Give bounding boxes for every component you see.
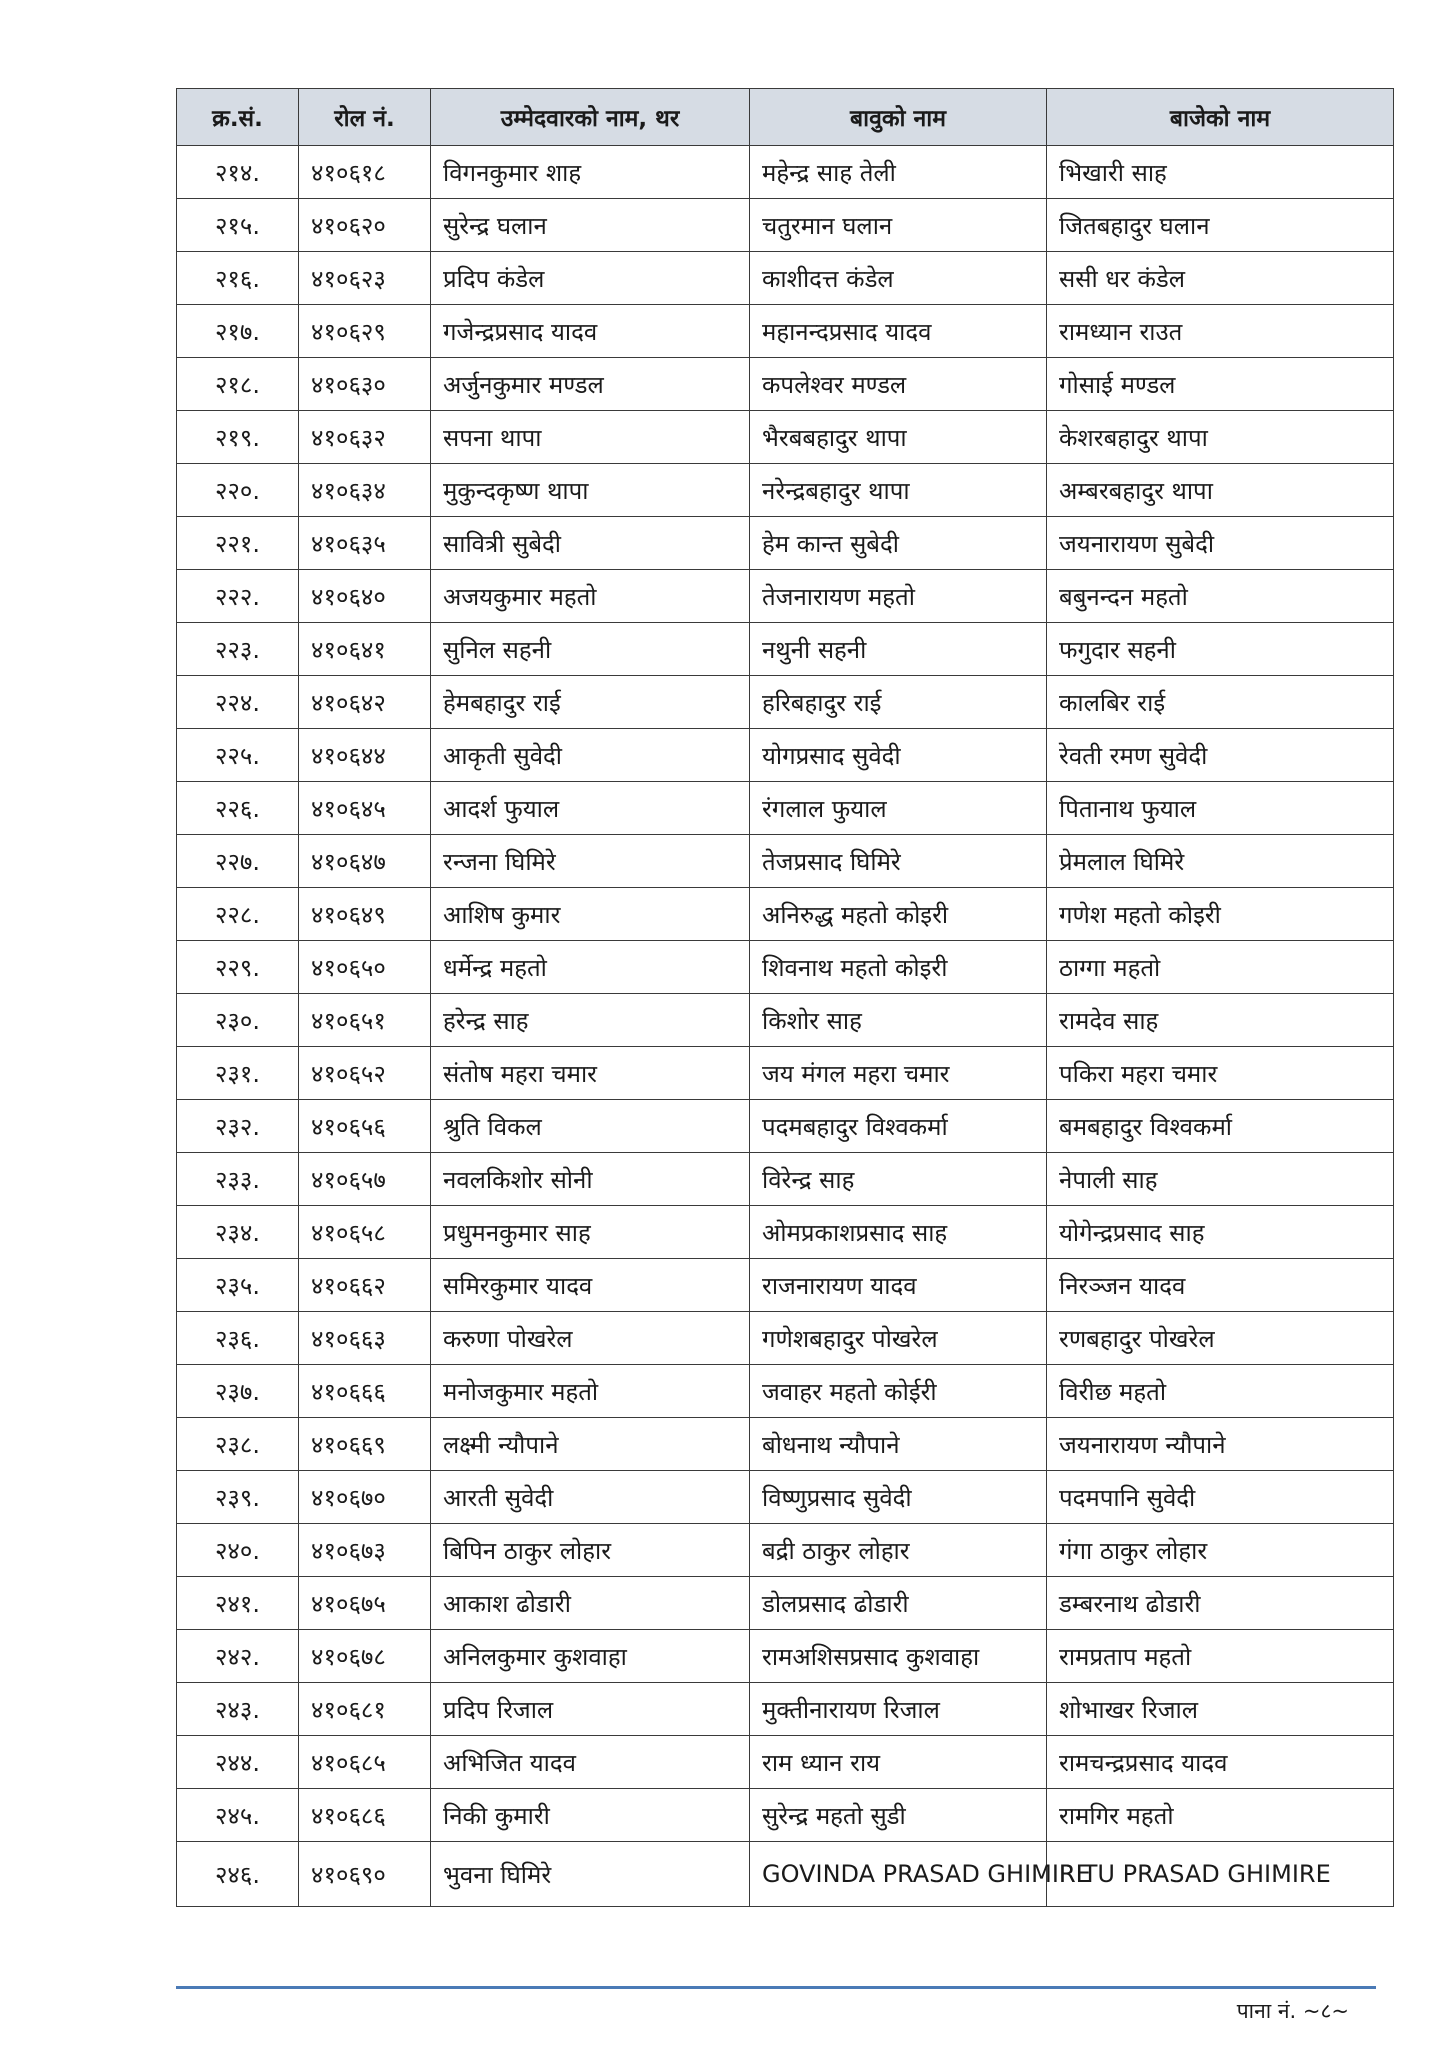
cell-candidate-name: प्रदिप कंडेल <box>431 252 750 305</box>
cell-grandfather-name: जितबहादुर घलान <box>1047 199 1394 252</box>
cell-grandfather-name: जयनारायण सुबेदी <box>1047 517 1394 570</box>
cell-candidate-name: लक्ष्मी न्यौपाने <box>431 1418 750 1471</box>
cell-father-name: योगप्रसाद सुवेदी <box>750 729 1047 782</box>
cell-grandfather-name: रामप्रताप महतो <box>1047 1630 1394 1683</box>
cell-serial-no: २३१. <box>177 1047 299 1100</box>
cell-grandfather-name: बमबहादुर विश्वकर्मा <box>1047 1100 1394 1153</box>
header-grandfather-name: बाजेको नाम <box>1047 89 1394 146</box>
cell-grandfather-name: गणेश महतो कोइरी <box>1047 888 1394 941</box>
cell-roll-no: ४१०६४५ <box>299 782 431 835</box>
cell-candidate-name: सुरेन्द्र घलान <box>431 199 750 252</box>
table-row <box>177 1630 1394 1683</box>
table-row <box>177 1577 1394 1630</box>
cell-candidate-name: नवलकिशोर सोनी <box>431 1153 750 1206</box>
cell-serial-no: २३०. <box>177 994 299 1047</box>
cell-father-name: सुरेन्द्र महतो सुडी <box>750 1789 1047 1842</box>
cell-candidate-name: हरेन्द्र साह <box>431 994 750 1047</box>
cell-father-name: महानन्दप्रसाद यादव <box>750 305 1047 358</box>
cell-grandfather-name: भिखारी साह <box>1047 146 1394 199</box>
table-row <box>177 623 1394 676</box>
cell-roll-no: ४१०६९० <box>299 1842 431 1907</box>
table-row <box>177 1153 1394 1206</box>
table-row <box>177 1259 1394 1312</box>
cell-roll-no: ४१०६५८ <box>299 1206 431 1259</box>
cell-serial-no: २३६. <box>177 1312 299 1365</box>
cell-serial-no: २२४. <box>177 676 299 729</box>
cell-serial-no: २३४. <box>177 1206 299 1259</box>
cell-father-name: पदमबहादुर विश्वकर्मा <box>750 1100 1047 1153</box>
cell-candidate-name: संतोष महरा चमार <box>431 1047 750 1100</box>
cell-roll-no: ४१०६७५ <box>299 1577 431 1630</box>
cell-grandfather-name: ठाग्गा महतो <box>1047 941 1394 994</box>
cell-serial-no: २४४. <box>177 1736 299 1789</box>
cell-roll-no: ४१०६४२ <box>299 676 431 729</box>
cell-father-name: राजनारायण यादव <box>750 1259 1047 1312</box>
cell-roll-no: ४१०६६३ <box>299 1312 431 1365</box>
cell-candidate-name: प्रदिप रिजाल <box>431 1683 750 1736</box>
table-row <box>177 1736 1394 1789</box>
cell-roll-no: ४१०६७३ <box>299 1524 431 1577</box>
cell-serial-no: २१४. <box>177 146 299 199</box>
cell-father-name: किशोर साह <box>750 994 1047 1047</box>
cell-father-name: नरेन्द्रबहादुर थापा <box>750 464 1047 517</box>
cell-candidate-name: आशिष कुमार <box>431 888 750 941</box>
cell-grandfather-name: योगेन्द्रप्रसाद साह <box>1047 1206 1394 1259</box>
cell-candidate-name: सुनिल सहनी <box>431 623 750 676</box>
cell-candidate-name: अभिजित यादव <box>431 1736 750 1789</box>
cell-roll-no: ४१०६३० <box>299 358 431 411</box>
table-row <box>177 1471 1394 1524</box>
cell-father-name: गणेशबहादुर पोखरेल <box>750 1312 1047 1365</box>
cell-grandfather-name: विरीछ महतो <box>1047 1365 1394 1418</box>
cell-grandfather-name: रामचन्द्रप्रसाद यादव <box>1047 1736 1394 1789</box>
cell-roll-no: ४१०६२० <box>299 199 431 252</box>
table-row <box>177 1524 1394 1577</box>
cell-father-name: काशीदत्त कंडेल <box>750 252 1047 305</box>
cell-roll-no: ४१०६४० <box>299 570 431 623</box>
cell-serial-no: २२०. <box>177 464 299 517</box>
cell-grandfather-name: फगुदार सहनी <box>1047 623 1394 676</box>
cell-roll-no: ४१०६५६ <box>299 1100 431 1153</box>
table-row <box>177 782 1394 835</box>
table-row <box>177 199 1394 252</box>
table-row <box>177 1206 1394 1259</box>
cell-grandfather-name: बबुनन्दन महतो <box>1047 570 1394 623</box>
cell-serial-no: २३२. <box>177 1100 299 1153</box>
cell-candidate-name: निकी कुमारी <box>431 1789 750 1842</box>
table-row <box>177 146 1394 199</box>
cell-serial-no: २२३. <box>177 623 299 676</box>
cell-roll-no: ४१०६५० <box>299 941 431 994</box>
table-row <box>177 1418 1394 1471</box>
cell-roll-no: ४१०६४७ <box>299 835 431 888</box>
cell-father-name: GOVINDA PRASAD GHIMIRE <box>750 1842 1047 1907</box>
header-serial-no: क्र.सं. <box>177 89 299 146</box>
cell-candidate-name: बिपिन ठाकुर लोहार <box>431 1524 750 1577</box>
cell-serial-no: २३३. <box>177 1153 299 1206</box>
cell-candidate-name: करुणा पोखरेल <box>431 1312 750 1365</box>
cell-serial-no: २२२. <box>177 570 299 623</box>
cell-serial-no: २४६. <box>177 1842 299 1907</box>
table-body <box>177 146 1394 1907</box>
cell-roll-no: ४१०६४४ <box>299 729 431 782</box>
cell-candidate-name: आदर्श फुयाल <box>431 782 750 835</box>
cell-serial-no: २३५. <box>177 1259 299 1312</box>
cell-serial-no: २४३. <box>177 1683 299 1736</box>
cell-roll-no: ४१०६८१ <box>299 1683 431 1736</box>
cell-grandfather-name: रामगिर महतो <box>1047 1789 1394 1842</box>
cell-grandfather-name: गोसाई मण्डल <box>1047 358 1394 411</box>
cell-serial-no: २१५. <box>177 199 299 252</box>
cell-candidate-name: सावित्री सुबेदी <box>431 517 750 570</box>
cell-roll-no: ४१०६४९ <box>299 888 431 941</box>
cell-roll-no: ४१०६६६ <box>299 1365 431 1418</box>
cell-father-name: तेजप्रसाद घिमिरे <box>750 835 1047 888</box>
table-row <box>177 411 1394 464</box>
cell-grandfather-name: शोभाखर रिजाल <box>1047 1683 1394 1736</box>
header-candidate-name: उम्मेदवारको नाम, थर <box>431 89 750 146</box>
cell-candidate-name: प्रधुमनकुमार साह <box>431 1206 750 1259</box>
cell-serial-no: २३८. <box>177 1418 299 1471</box>
cell-roll-no: ४१०६५१ <box>299 994 431 1047</box>
cell-candidate-name: मनोजकुमार महतो <box>431 1365 750 1418</box>
cell-grandfather-name: कालबिर राई <box>1047 676 1394 729</box>
cell-grandfather-name: जयनारायण न्यौपाने <box>1047 1418 1394 1471</box>
cell-father-name: रामअशिसप्रसाद कुशवाहा <box>750 1630 1047 1683</box>
table-row <box>177 570 1394 623</box>
table-row <box>177 888 1394 941</box>
cell-serial-no: २२५. <box>177 729 299 782</box>
cell-candidate-name: आकृती सुवेदी <box>431 729 750 782</box>
cell-roll-no: ४१०६३२ <box>299 411 431 464</box>
cell-serial-no: २२९. <box>177 941 299 994</box>
table-row <box>177 464 1394 517</box>
table-row <box>177 1365 1394 1418</box>
cell-roll-no: ४१०६१८ <box>299 146 431 199</box>
table-row <box>177 358 1394 411</box>
table-row <box>177 1312 1394 1365</box>
cell-candidate-name: अजयकुमार महतो <box>431 570 750 623</box>
cell-father-name: महेन्द्र साह तेली <box>750 146 1047 199</box>
cell-serial-no: २४५. <box>177 1789 299 1842</box>
cell-candidate-name: समिरकुमार यादव <box>431 1259 750 1312</box>
cell-grandfather-name: ससी धर कंडेल <box>1047 252 1394 305</box>
cell-candidate-name: गजेन्द्रप्रसाद यादव <box>431 305 750 358</box>
cell-father-name: अनिरुद्ध महतो कोइरी <box>750 888 1047 941</box>
cell-father-name: ओमप्रकाशप्रसाद साह <box>750 1206 1047 1259</box>
cell-grandfather-name: प्रेमलाल घिमिरे <box>1047 835 1394 888</box>
table-row <box>177 1842 1394 1907</box>
cell-father-name: विरेन्द्र साह <box>750 1153 1047 1206</box>
cell-father-name: हेम कान्त सुबेदी <box>750 517 1047 570</box>
cell-grandfather-name: अम्बरबहादुर थापा <box>1047 464 1394 517</box>
cell-father-name: रंगलाल फुयाल <box>750 782 1047 835</box>
table-row <box>177 1100 1394 1153</box>
cell-serial-no: २२८. <box>177 888 299 941</box>
table-row <box>177 676 1394 729</box>
cell-grandfather-name: रामध्यान राउत <box>1047 305 1394 358</box>
cell-roll-no: ४१०६७० <box>299 1471 431 1524</box>
page-number: पाना नं. ~८~ <box>1236 1999 1349 2023</box>
cell-candidate-name: भुवना घिमिरे <box>431 1842 750 1907</box>
cell-roll-no: ४१०६२९ <box>299 305 431 358</box>
cell-candidate-name: धर्मेन्द्र महतो <box>431 941 750 994</box>
cell-candidate-name: श्रुति विकल <box>431 1100 750 1153</box>
cell-grandfather-name: पदमपानि सुवेदी <box>1047 1471 1394 1524</box>
cell-roll-no: ४१०६७८ <box>299 1630 431 1683</box>
cell-father-name: मुक्तीनारायण रिजाल <box>750 1683 1047 1736</box>
cell-grandfather-name: पितानाथ फुयाल <box>1047 782 1394 835</box>
cell-roll-no: ४१०६६९ <box>299 1418 431 1471</box>
cell-candidate-name: आकाश ढोडारी <box>431 1577 750 1630</box>
cell-roll-no: ४१०६८५ <box>299 1736 431 1789</box>
table-row <box>177 305 1394 358</box>
cell-grandfather-name: रामदेव साह <box>1047 994 1394 1047</box>
table-row <box>177 1047 1394 1100</box>
cell-father-name: नथुनी सहनी <box>750 623 1047 676</box>
cell-roll-no: ४१०६३४ <box>299 464 431 517</box>
table-row <box>177 1789 1394 1842</box>
cell-grandfather-name: नेपाली साह <box>1047 1153 1394 1206</box>
cell-father-name: डोलप्रसाद ढोडारी <box>750 1577 1047 1630</box>
results-table <box>176 88 1394 1907</box>
table-row <box>177 941 1394 994</box>
cell-serial-no: २४०. <box>177 1524 299 1577</box>
cell-serial-no: २२७. <box>177 835 299 888</box>
cell-father-name: तेजनारायण महतो <box>750 570 1047 623</box>
cell-grandfather-name: निरञ्जन यादव <box>1047 1259 1394 1312</box>
cell-candidate-name: विगनकुमार शाह <box>431 146 750 199</box>
cell-father-name: चतुरमान घलान <box>750 199 1047 252</box>
cell-serial-no: २४१. <box>177 1577 299 1630</box>
cell-father-name: बोधनाथ न्यौपाने <box>750 1418 1047 1471</box>
cell-father-name: जवाहर महतो कोईरी <box>750 1365 1047 1418</box>
cell-roll-no: ४१०६२३ <box>299 252 431 305</box>
table-header-row <box>177 89 1394 146</box>
cell-father-name: कपलेश्वर मण्डल <box>750 358 1047 411</box>
cell-father-name: शिवनाथ महतो कोइरी <box>750 941 1047 994</box>
cell-serial-no: २१६. <box>177 252 299 305</box>
cell-father-name: भैरबबहादुर थापा <box>750 411 1047 464</box>
table-row <box>177 994 1394 1047</box>
cell-serial-no: २३७. <box>177 1365 299 1418</box>
cell-roll-no: ४१०६३५ <box>299 517 431 570</box>
footer-rule <box>176 1986 1376 1989</box>
cell-serial-no: २१७. <box>177 305 299 358</box>
header-father-name: बावुको नाम <box>750 89 1047 146</box>
cell-roll-no: ४१०६६२ <box>299 1259 431 1312</box>
cell-grandfather-name: डम्बरनाथ ढोडारी <box>1047 1577 1394 1630</box>
cell-father-name: बद्री ठाकुर लोहार <box>750 1524 1047 1577</box>
cell-grandfather-name: गंगा ठाकुर लोहार <box>1047 1524 1394 1577</box>
table-row <box>177 252 1394 305</box>
cell-roll-no: ४१०६८६ <box>299 1789 431 1842</box>
cell-candidate-name: आरती सुवेदी <box>431 1471 750 1524</box>
cell-serial-no: २१९. <box>177 411 299 464</box>
cell-serial-no: २४२. <box>177 1630 299 1683</box>
cell-serial-no: २३९. <box>177 1471 299 1524</box>
table-row <box>177 1683 1394 1736</box>
cell-roll-no: ४१०६५२ <box>299 1047 431 1100</box>
cell-candidate-name: सपना थापा <box>431 411 750 464</box>
header-roll-no: रोल नं. <box>299 89 431 146</box>
cell-roll-no: ४१०६४१ <box>299 623 431 676</box>
cell-father-name: विष्णुप्रसाद सुवेदी <box>750 1471 1047 1524</box>
cell-candidate-name: अर्जुनकुमार मण्डल <box>431 358 750 411</box>
cell-serial-no: २१८. <box>177 358 299 411</box>
cell-grandfather-name: रणबहादुर पोखरेल <box>1047 1312 1394 1365</box>
cell-serial-no: २२६. <box>177 782 299 835</box>
cell-grandfather-name: रेवती रमण सुवेदी <box>1047 729 1394 782</box>
cell-father-name: हरिबहादुर राई <box>750 676 1047 729</box>
table-row <box>177 835 1394 888</box>
cell-grandfather-name: पकिरा महरा चमार <box>1047 1047 1394 1100</box>
cell-father-name: राम ध्यान राय <box>750 1736 1047 1789</box>
cell-grandfather-name: RITU PRASAD GHIMIRE <box>1047 1842 1394 1907</box>
cell-candidate-name: अनिलकुमार कुशवाहा <box>431 1630 750 1683</box>
cell-serial-no: २२१. <box>177 517 299 570</box>
cell-candidate-name: रन्जना घिमिरे <box>431 835 750 888</box>
cell-roll-no: ४१०६५७ <box>299 1153 431 1206</box>
cell-candidate-name: मुकुन्दकृष्ण थापा <box>431 464 750 517</box>
cell-candidate-name: हेमबहादुर राई <box>431 676 750 729</box>
table-row <box>177 517 1394 570</box>
cell-grandfather-name: केशरबहादुर थापा <box>1047 411 1394 464</box>
table-row <box>177 729 1394 782</box>
cell-father-name: जय मंगल महरा चमार <box>750 1047 1047 1100</box>
